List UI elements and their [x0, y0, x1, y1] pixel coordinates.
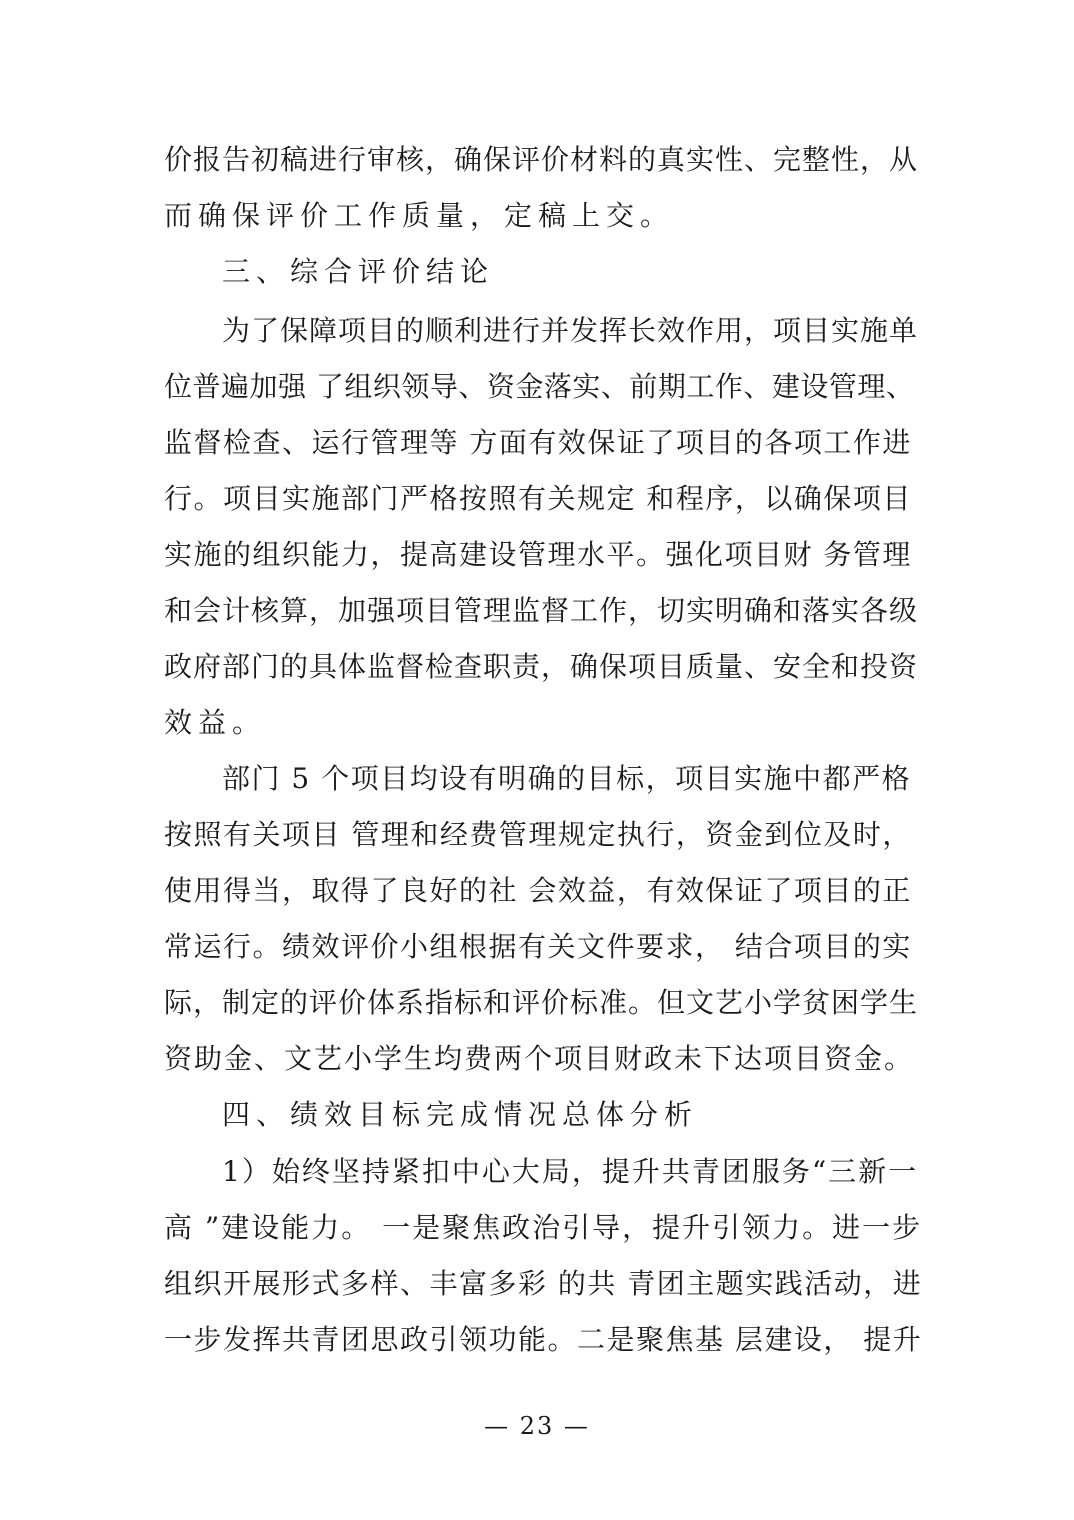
text-line: 为了保障项目的顺利进行并发挥长效作用，项目实施单 [222, 314, 919, 347]
text-line: 行。项目实施部门严格按照有关规定 和程序，以确保项目 [164, 482, 912, 515]
text-line: 价报告初稿进行审核，确保评价材料的真实性、完整性，从 [164, 143, 919, 176]
text-line: 资助金、文艺小学生均费两个项目财政未下达项目资金。 [164, 1042, 915, 1075]
text-line: 部门 5 个项目均设有明确的目标，项目实施中都严格 [222, 762, 912, 795]
section-heading: 四、绩效目标完成情况总体分析 [222, 1098, 699, 1131]
text-line: 使用得当，取得了良好的社 会效益，有效保证了项目的正 [164, 874, 912, 907]
text-line: 实施的组织能力，提高建设管理水平。强化项目财 务管理 [164, 538, 912, 571]
text-line: 高 ”建设能力。 一是聚焦政治引导，提升引领力。进一步 [164, 1211, 923, 1244]
text-line: 组织开展形式多样、丰富多彩 的共 青团主题实践活动，进 [164, 1267, 923, 1300]
text-line: 政府部门的具体监督检查职责，确保项目质量、安全和投资 [164, 650, 919, 683]
text-line: 效益。 [164, 706, 267, 739]
text-line: 和会计核算，加强项目管理监督工作，切实明确和落实各级 [164, 594, 919, 627]
text-line: 际，制定的评价体系指标和评价标准。但文艺小学贫困学生 [164, 986, 919, 1019]
section-heading: 三、综合评价结论 [222, 255, 495, 288]
text-line: 1）始终坚持紧扣中心大局，提升共青团服务“三新一 [222, 1155, 919, 1188]
text-line: 而确保评价工作质量，定稿上交。 [164, 199, 675, 232]
text-line: 按照有关项目 管理和经费管理规定执行，资金到位及时， [164, 818, 912, 851]
text-line: 位普遍加强 了组织领导、资金落实、前期工作、建设管理、 [164, 370, 915, 403]
text-line: 一步发挥共青团思政引领功能。二是聚焦基 层建设， 提升 [164, 1323, 923, 1356]
page-number: — 23 — [484, 1412, 590, 1440]
text-line: 监督检查、运行管理等 方面有效保证了项目的各项工作进 [164, 426, 912, 459]
text-line: 常运行。绩效评价小组根据有关文件要求， 结合项目的实 [164, 930, 912, 963]
